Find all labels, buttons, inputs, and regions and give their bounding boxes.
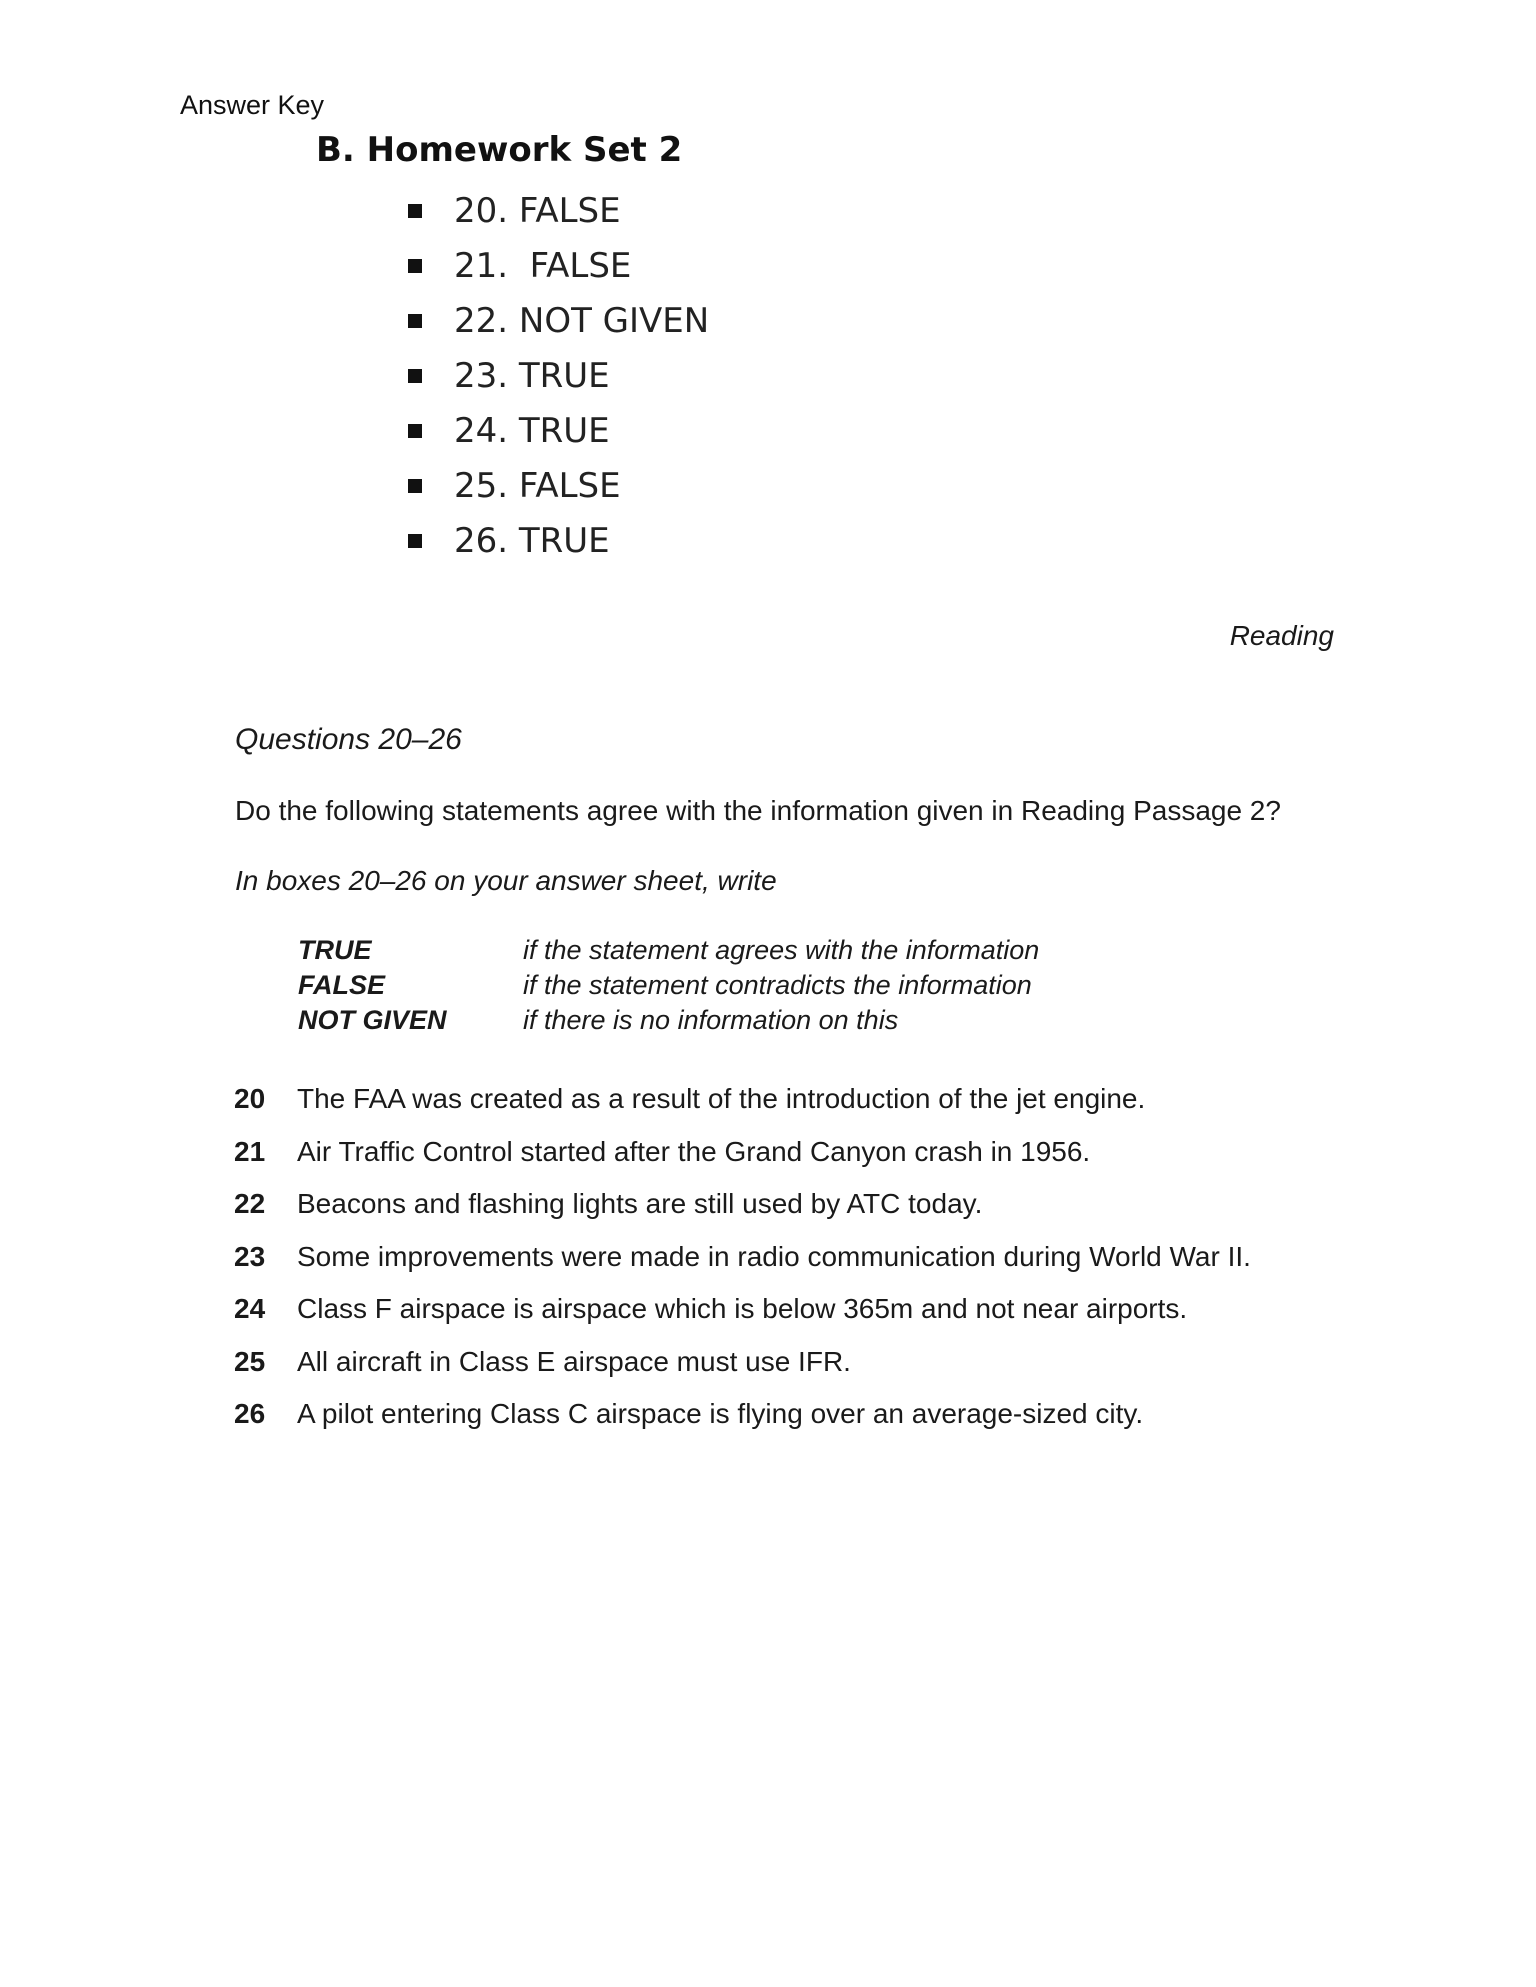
answer-text: 21. FALSE — [454, 245, 632, 286]
statement-row — [234, 1336, 1251, 1389]
legend-definition: if the statement agrees with the information — [523, 935, 1040, 965]
statement-text: Some improvements were made in radio communication during World War II. — [297, 1240, 1251, 1272]
statement-number: 25 — [234, 1345, 266, 1377]
statement-text: Beacons and flashing lights are still used by ATC today. — [297, 1188, 983, 1220]
questions-title: Questions 20–26 — [235, 723, 462, 756]
answer-text: 22. NOT GIVEN — [454, 300, 710, 341]
legend-row — [298, 1003, 1039, 1038]
instruction-text: Do the following statements agree with the information given in Reading Passage 2? — [235, 795, 1281, 826]
statement-text: All aircraft in Class E airspace must use IFR. — [297, 1345, 851, 1377]
legend-definition: if there is no information on this — [523, 1005, 899, 1035]
statement-list — [234, 1073, 1251, 1441]
statement-number: 24 — [234, 1293, 266, 1325]
legend-row — [298, 968, 1039, 1003]
legend-definition: if the statement contradicts the information — [523, 970, 1032, 1000]
statement-row — [234, 1388, 1251, 1441]
legend-term: TRUE — [298, 935, 372, 965]
legend-term: FALSE — [298, 970, 386, 1000]
statement-row — [234, 1126, 1251, 1179]
statement-number: 21 — [234, 1135, 266, 1167]
statement-text: The FAA was created as a result of the introduction of the jet engine. — [297, 1083, 1146, 1115]
answer-text: 24. TRUE — [454, 410, 610, 451]
statement-row — [234, 1283, 1251, 1336]
answer-key-label: Answer Key — [180, 90, 325, 120]
statement-text: Air Traffic Control started after the Grand Canyon crash in 1956. — [297, 1135, 1091, 1167]
statement-row — [234, 1178, 1251, 1231]
reading-section-label: Reading — [1229, 620, 1334, 651]
answer-sheet-instruction: In boxes 20–26 on your answer sheet, write — [235, 865, 777, 896]
answer-text: 23. TRUE — [454, 355, 610, 396]
statement-number: 22 — [234, 1188, 266, 1220]
answer-text: 25. FALSE — [454, 465, 621, 506]
statement-row — [234, 1073, 1251, 1126]
statement-text: Class F airspace is airspace which is below 365m and not near airports. — [297, 1293, 1188, 1325]
statement-number: 26 — [234, 1398, 266, 1430]
section-heading: B. Homework Set 2 — [316, 130, 683, 170]
answer-text: 20. FALSE — [454, 190, 621, 231]
answer-text: 26. TRUE — [454, 520, 610, 561]
legend-term: NOT GIVEN — [298, 1005, 447, 1035]
statement-text: A pilot entering Class C airspace is flying over an average-sized city. — [297, 1398, 1144, 1430]
statement-number: 23 — [234, 1240, 266, 1272]
statement-number: 20 — [234, 1083, 266, 1115]
legend-row — [298, 933, 1039, 968]
statement-row — [234, 1231, 1251, 1284]
answer-legend — [298, 933, 1039, 1038]
